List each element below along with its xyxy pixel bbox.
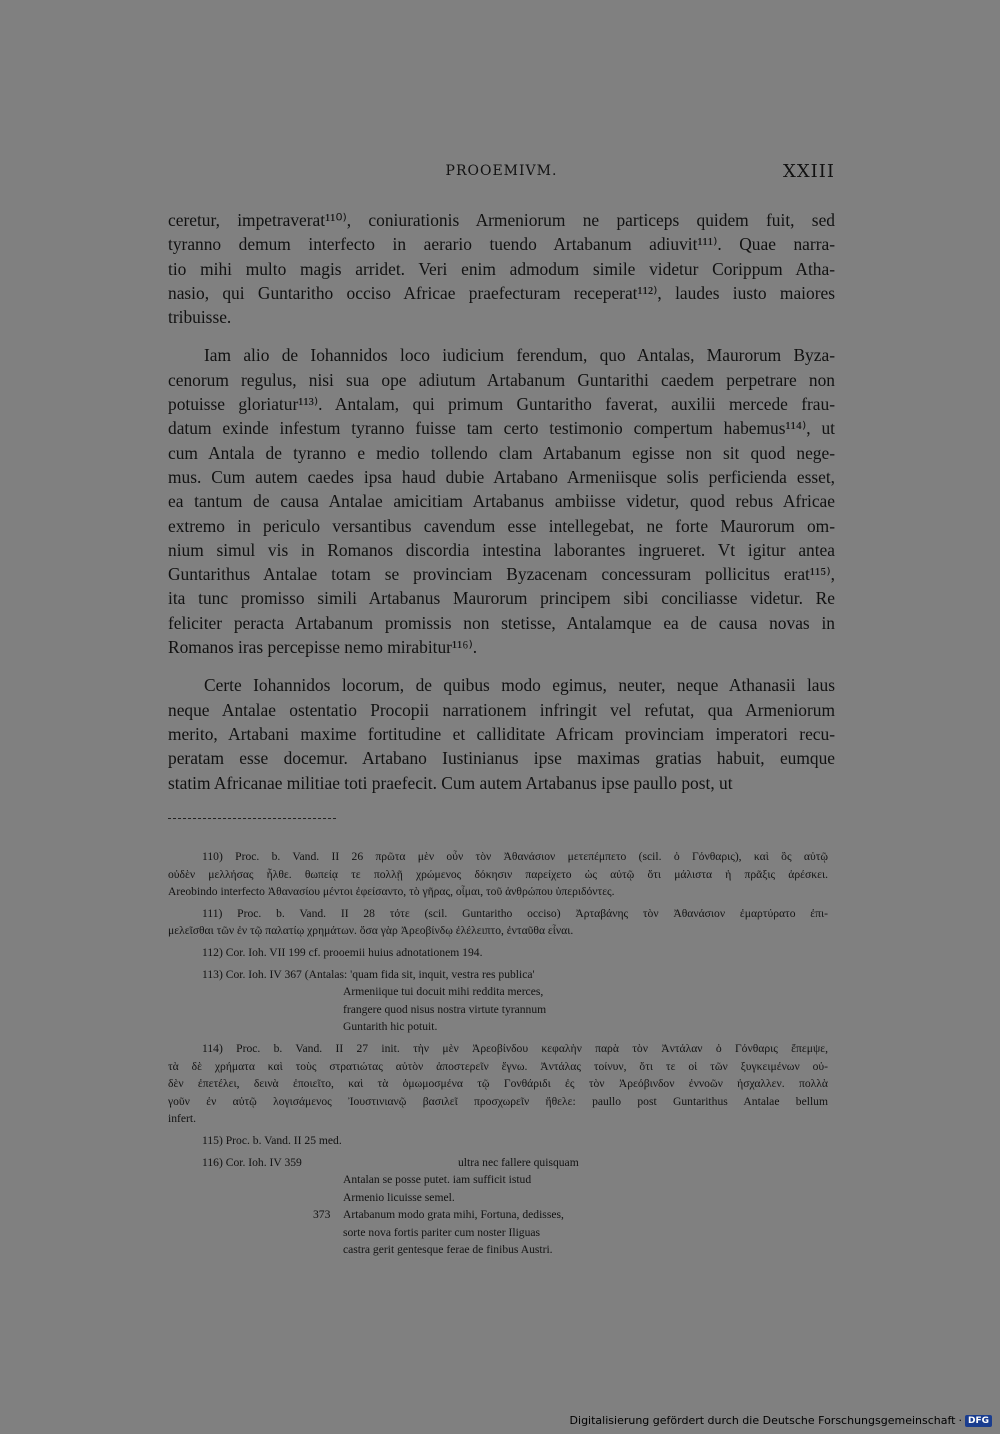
running-head xyxy=(168,163,835,187)
footnotes xyxy=(168,848,828,1263)
text-line: tribuisse. xyxy=(168,307,232,328)
text-line: Iam alio de Iohannidos loco iudicium ferendum, quo Antalas, Maurorum Byza- xyxy=(204,345,835,366)
running-title: PROOEMIVM. xyxy=(445,163,558,179)
footnote-line: τὰ δὲ χρήματα καὶ τοὺς στρατιώτας αὐτὸν ἀποστερεῖν ἔγνω. Ἀντάλας τοίνυν, ὅτι τε οἱ τῶν ξυγκειμένων οὐ- xyxy=(168,1059,828,1073)
footnote-line: infert. xyxy=(168,1112,197,1126)
page-number: XXIII xyxy=(783,161,835,182)
paragraph xyxy=(168,208,835,329)
footnote-line: Armenio licuisse semel. xyxy=(343,1190,455,1204)
text-line: statim Africanae militiae toti praefecit. Cum autem Artabanus ipse paullo post, ut xyxy=(168,772,733,793)
text-line: extremo in periculo versantibus cavendum esse intellegebat, ne forte Maurorum om- xyxy=(168,515,835,536)
paragraph xyxy=(168,343,835,659)
footnote xyxy=(168,905,828,940)
text-line: nium simul vis in Romanos discordia intestina laborantes ingrueret. Vt igitur antea xyxy=(168,539,835,560)
footnote-line: 115) Proc. b. Vand. II 25 med. xyxy=(202,1133,342,1147)
footnote-line: Guntarith hic potuit. xyxy=(343,1020,438,1034)
text-line: mus. Cum autem caedes ipsa haud dubie Artabano Armeniisque solis perficienda esset, xyxy=(168,466,835,487)
main-text xyxy=(168,208,835,795)
text-line: peratam esse docemur. Artabano Iustinianus ipse maximas gratias habuit, eumque xyxy=(168,748,835,769)
footnote-line: Areobindo interfecto Ἀθανασίου μέντοι ἐφείσαντο, τὸ γῆρας, οἶμαι, τοῦ ἀνθρώπου ὑπεριδόντες. xyxy=(168,885,615,899)
text-line: nasio, qui Guntaritho occiso Africae praefecturam receperat¹¹²⁾, laudes iusto maiores xyxy=(168,282,835,303)
text-line: cenorum regulus, nisi sua ope adiutum Artabanum Guntarithi caedem perpetrare non xyxy=(168,369,835,390)
verse-line-numbered xyxy=(168,1206,828,1224)
paragraph xyxy=(168,673,835,794)
text-line: Guntarithus Antalae totam se provinciam Byzacenam concessuram pollicitus erat¹¹⁵⁾, xyxy=(168,564,835,585)
footnote-line: μελεῖσθαι τῶν ἐν τῷ παλατίῳ χρημάτων. ὅσα γὰρ Ἀρεοβίνδῳ ἐλέλειπτο, ἐνταῦθα εἶναι. xyxy=(168,924,574,938)
text-line: ceretur, impetraverat¹¹⁰⁾, coniurationis Armeniorum ne particeps quidem fuit, sed xyxy=(168,210,835,230)
text-line: tyranno demum interfecto in aerario tuendo Artabanum adiuvit¹¹¹⁾. Quae narra- xyxy=(168,234,835,255)
footnote xyxy=(168,848,828,901)
footnote-rule xyxy=(168,818,336,819)
footer-text: Digitalisierung gefördert durch die Deutsche Forschungsgemeinschaft xyxy=(569,1414,956,1427)
footnote xyxy=(168,966,828,1036)
dfg-logo: DFG xyxy=(965,1415,992,1427)
footnote-line: 113) Cor. Ioh. IV 367 (Antalas: 'quam fida sit, inquit, vestra res publica' xyxy=(202,967,535,981)
footnote-line: 116) Cor. Ioh. IV 359 ultra nec fallere quisquam xyxy=(168,1154,828,1172)
footnote-line: 114) Proc. b. Vand. II 27 init. τὴν μὲν Ἀρεοβίνδου κεφαλὴν παρὰ τὸν Ἀντάλαν ὁ Γόνθαρις ἔπεμψε, xyxy=(202,1041,828,1055)
footnote-line: οὐδὲν μελλήσας ἦλθε. θωπείᾳ τε πολλῇ χρώμενος δόκησιν παρείχετο ὡς αὐτῷ ὅτι μάλιστα ἡ πρᾶξις ἀρέσκει. xyxy=(168,867,828,881)
text-line: cum Antala de tyranno e medio tollendo clam Artabanum egisse non sit quod nege- xyxy=(168,442,835,463)
footnote xyxy=(168,1040,828,1128)
verse-line: ultra nec fallere quisquam xyxy=(458,1155,579,1169)
text-line: Romanos iras percepisse nemo mirabitur¹¹⁶⁾. xyxy=(168,637,478,658)
text-line: merito, Artabani maxime fortitudine et calliditate Africam provinciam imperatori recu- xyxy=(168,723,835,744)
footnote-line: 112) Cor. Ioh. VII 199 cf. prooemii huius adnotationem 194. xyxy=(202,945,483,959)
text-line: ita tunc promisso simili Artabanus Maurorum principem sibi conciliasse videtur. Re xyxy=(168,588,835,609)
text-line: tio mihi multo magis arridet. Veri enim admodum simile videtur Corippum Atha- xyxy=(168,258,835,279)
footnote xyxy=(168,1154,828,1260)
footnote-line: Antalan se posse putet. iam sufficit istud xyxy=(343,1173,532,1187)
verse-text: Artabanum modo grata mihi, Fortuna, dedisses, xyxy=(343,1208,564,1222)
text-line: Certe Iohannidos locorum, de quibus modo egimus, neuter, neque Athanasii laus xyxy=(204,675,835,696)
footnote-line: 111) Proc. b. Vand. II 28 τότε (scil. Guntaritho occiso) Ἀρταβάνης τὸν Ἀθανάσιον ἐμαρτύρατο ἐπι- xyxy=(202,906,828,920)
footer-credit: Digitalisierung gefördert durch die Deutsche Forschungsgemeinschaft · DFG xyxy=(570,1414,992,1427)
text-line: potuisse gloriatur¹¹³⁾. Antalam, qui primum Guntaritho faverat, auxilii mercede frau- xyxy=(168,394,835,415)
footnote-line: castra gerit gentesque ferae de finibus Austri. xyxy=(343,1243,553,1257)
footnote-line: 110) Proc. b. Vand. II 26 πρῶτα μὲν οὖν τὸν Ἀθανάσιον μετεπέμπετο (scil. ὁ Γόνθαρις), καὶ ὃς αὐτῷ xyxy=(202,850,828,863)
verse-number: 373 xyxy=(313,1208,331,1222)
footnote-line: sorte nova fortis pariter cum noster Iliguas xyxy=(343,1225,541,1239)
text-line: ea tantum de causa Antalae amicitiam Artabanus ambiisse videtur, quod rebus Africae xyxy=(168,491,835,512)
footnote xyxy=(168,944,828,962)
footnote-line: δὲν ἐπετέλει, δεινὰ ἐποιεῖτο, καὶ τὰ ὁμωμοσμένα τῷ Γονθάριδι ἐς τὸν Ἀρεόβινδον ἐννοῶν ἠσχαλλεν. πολλὰ xyxy=(168,1077,828,1091)
text-line: datum exinde infestum tyranno fuisse tam certo testimonio compertum habemus¹¹⁴⁾, ut xyxy=(168,418,835,439)
footnote-line: frangere quod nisus nostra virtute tyrannum xyxy=(343,1002,547,1016)
footnote-line: Armeniique tui docuit mihi reddita merces, xyxy=(343,985,544,999)
text-line: neque Antalae ostentatio Procopii narrationem infringit vel refutat, qua Armeniorum xyxy=(168,699,835,720)
text-line: feliciter peracta Artabanum promissis non stetisse, Antalamque ea de causa novas in xyxy=(168,612,835,633)
footnote xyxy=(168,1132,828,1150)
footnote-line: γοῦν ἐν αὐτῷ λογισάμενος Ἰουστινιανῷ βασιλεῖ προσχωρεῖν ἤθελε: paullo post Guntarithus Antalae bellum xyxy=(168,1094,828,1108)
